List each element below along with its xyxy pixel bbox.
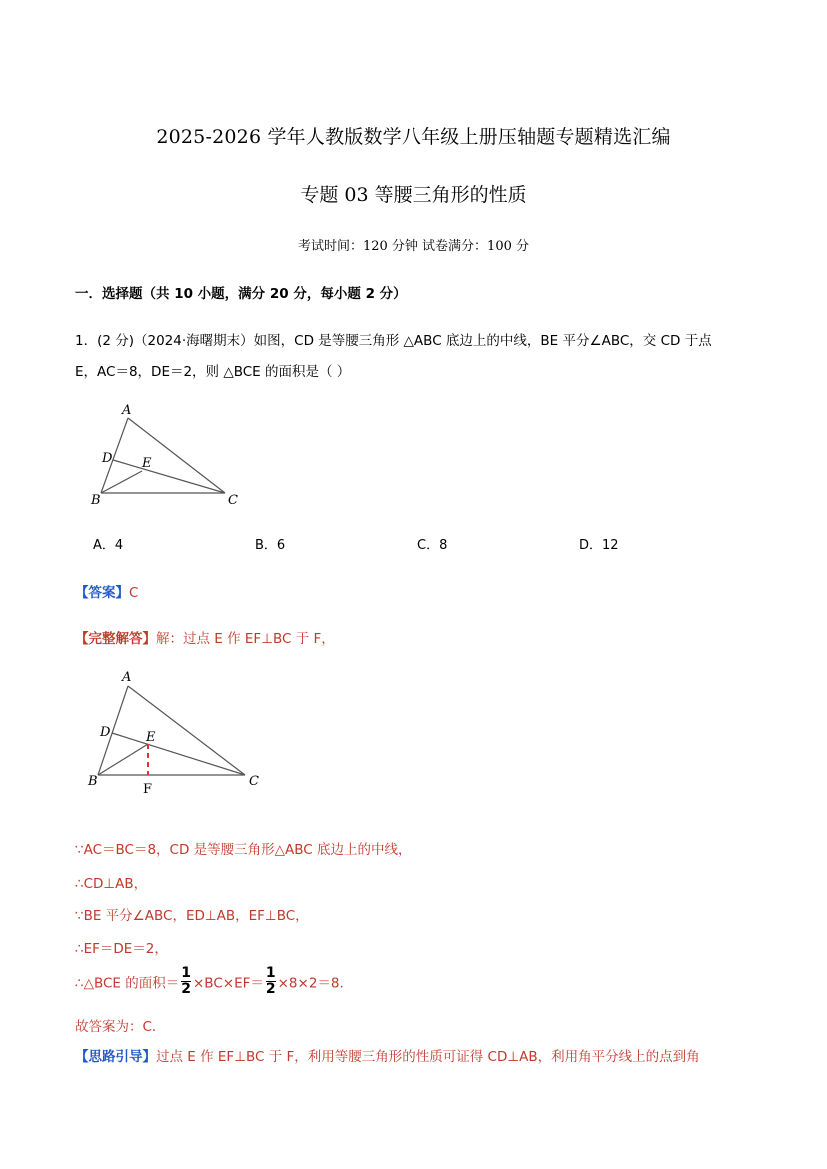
frac-den: 2 <box>265 981 276 997</box>
label-a: A <box>122 670 132 685</box>
area-end: ×8×2＝8. <box>277 975 344 992</box>
solution-figure <box>83 664 268 794</box>
hint-line <box>75 1045 700 1065</box>
fraction-half-2 <box>266 966 276 997</box>
label-e: E <box>146 730 156 745</box>
answer-tag: 【答案】 <box>75 585 129 601</box>
label-a: A <box>122 403 132 418</box>
label-b: B <box>91 493 101 508</box>
solution-intro: 解：过点 E 作 EF⊥BC 于 F， <box>156 631 335 647</box>
area-prefix: ∴△BCE 的面积＝ <box>75 975 180 992</box>
exam-info: 考试时间：120 分钟 试卷满分：100 分 <box>297 239 530 254</box>
fraction-half-1 <box>181 966 191 997</box>
question-line-2: E，AC＝8，DE＝2，则 △BCE 的面积是（ ） <box>75 364 351 380</box>
document-subtitle: 专题 03 等腰三角形的性质 <box>300 184 527 206</box>
label-c: C <box>228 493 238 508</box>
solution-step-2: ∴CD⊥AB， <box>75 876 148 892</box>
option-d: D．12 <box>579 538 619 553</box>
label-c: C <box>249 774 259 789</box>
label-e: E <box>142 456 152 471</box>
segment-dc <box>113 460 225 493</box>
question-figure <box>85 400 255 510</box>
label-d: D <box>102 451 113 466</box>
hint-tag: 【思路引导】 <box>75 1049 156 1065</box>
solution-area-line <box>75 966 344 997</box>
answer-value: C <box>129 585 139 601</box>
answer-line <box>75 581 138 601</box>
solution-step-3: ∵BE 平分∠ABC，ED⊥AB，EF⊥BC， <box>75 908 309 924</box>
label-d: D <box>100 725 111 740</box>
hint-text: 过点 E 作 EF⊥BC 于 F，利用等腰三角形的性质可证得 CD⊥AB，利用角平分线上的点到角 <box>156 1049 700 1065</box>
area-mid: ×BC×EF＝ <box>193 975 264 992</box>
frac-num: 1 <box>181 965 191 981</box>
frac-den: 2 <box>181 981 191 997</box>
section-heading: 一．选择题（共 10 小题，满分 20 分，每小题 2 分） <box>75 286 407 302</box>
segment-be <box>98 744 148 775</box>
question-line-1: 1．(2 分)（2024·海曙期末）如图，CD 是等腰三角形 △ABC 底边上的中线，BE 平分∠ABC，交 CD 于点 <box>75 333 712 349</box>
document-title: 2025-2026 学年人教版数学八年级上册压轴题专题精选汇编 <box>156 126 671 148</box>
label-f: F <box>143 782 153 794</box>
option-c: C．8 <box>417 538 448 553</box>
solution-step-1: ∵AC＝BC＝8，CD 是等腰三角形△ABC 底边上的中线， <box>75 842 412 858</box>
solution-tag: 【完整解答】 <box>75 631 156 647</box>
option-a: A．4 <box>93 538 124 553</box>
solution-step-4: ∴EF＝DE＝2， <box>75 941 168 957</box>
frac-num: 1 <box>265 965 276 981</box>
solution-conclusion: 故答案为：C. <box>75 1019 157 1035</box>
label-b: B <box>88 774 98 789</box>
option-b: B．6 <box>255 538 286 553</box>
solution-intro-line <box>75 627 335 647</box>
